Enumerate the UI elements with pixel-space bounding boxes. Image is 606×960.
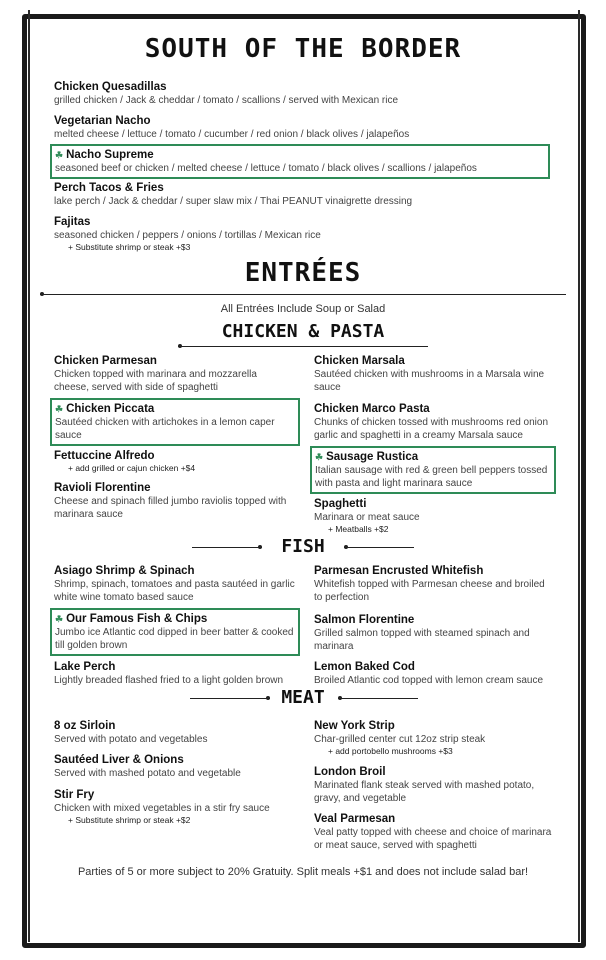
menu-item: [54, 753, 298, 780]
leaf-icon: ☘: [315, 452, 324, 462]
item-name: London Broil: [314, 766, 386, 778]
menu-item: [314, 660, 552, 687]
item-desc: Sautéed chicken with artichokes in a lemon caper sauce: [55, 417, 275, 441]
item-name: Perch Tacos & Fries: [54, 182, 164, 194]
item-name: Chicken Quesadillas: [54, 81, 167, 93]
subsection-title-fish: FISH: [281, 536, 325, 557]
item-desc: Served with mashed potato and vegetable: [54, 768, 241, 779]
item-desc: Char-grilled center cut 12oz strip steak: [314, 734, 486, 745]
item-desc: Chicken with mixed vegetables in a stir fry sauce: [54, 803, 270, 814]
item-name: Veal Parmesan: [314, 813, 396, 825]
leaf-icon: ☘: [55, 614, 64, 624]
menu-item-featured: [310, 446, 556, 494]
item-name: Sausage Rustica: [326, 451, 419, 463]
menu-item: [314, 765, 552, 805]
item-name: Our Famous Fish & Chips: [66, 613, 208, 625]
item-name: Spaghetti: [314, 498, 367, 510]
item-note: + Substitute shrimp or steak +$2: [68, 815, 191, 825]
item-desc: Grilled salmon topped with steamed spinach and marinara: [314, 628, 530, 652]
item-name: Lake Perch: [54, 661, 116, 673]
item-desc: seasoned chicken / peppers / onions / tortillas / Mexican rice: [54, 230, 321, 241]
item-desc: Chunks of chicken tossed with mushrooms red onion garlic and spaghetti in a creamy Marsala sauce: [314, 417, 549, 441]
menu-item: [54, 354, 294, 394]
item-name: Chicken Marco Pasta: [314, 403, 430, 415]
item-name: Vegetarian Nacho: [54, 115, 151, 127]
item-desc: Whitefish topped with Parmesan cheese and broiled to perfection: [314, 579, 545, 603]
menu-item: [54, 788, 298, 826]
menu-item: [314, 613, 552, 653]
divider: [40, 294, 566, 295]
menu-item: [54, 449, 294, 474]
divider-right: [344, 547, 414, 548]
item-note: + Substitute shrimp or steak +$3: [68, 242, 191, 252]
menu-item: [54, 215, 554, 253]
menu-item-featured: [50, 144, 550, 179]
item-desc: Broiled Atlantic cod topped with lemon cream sauce: [314, 675, 544, 686]
item-name: Ravioli Florentine: [54, 482, 151, 494]
divider: [178, 346, 428, 347]
item-desc: Lightly breaded flashed fried to a light golden brown: [54, 675, 284, 686]
item-desc: grilled chicken / Jack & cheddar / tomato / scallions / served with Mexican rice: [54, 95, 399, 106]
menu-item-featured: [50, 608, 300, 656]
menu-item: [314, 497, 552, 535]
leaf-icon: ☘: [55, 150, 64, 160]
menu-item: [314, 402, 552, 442]
item-desc: Shrimp, spinach, tomatoes and pasta sautéed in garlic white wine tomato based sauce: [54, 579, 295, 603]
item-name: Salmon Florentine: [314, 614, 415, 626]
subsection-title-chicken-pasta: CHICKEN & PASTA: [221, 321, 385, 342]
item-name: New York Strip: [314, 720, 395, 732]
item-desc: Marinated flank steak served with mashed potato, gravy, and vegetable: [314, 780, 535, 804]
item-note: + Meatballs +$2: [328, 524, 389, 534]
section-title-entrees: ENTRÉES: [244, 258, 362, 288]
item-name: Asiago Shrimp & Spinach: [54, 565, 195, 577]
item-name: Stir Fry: [54, 789, 95, 801]
item-desc: Cheese and spinach filled jumbo raviolis topped with marinara sauce: [54, 496, 287, 520]
item-desc: seasoned beef or chicken / melted cheese / lettuce / tomato / black olives / scallions / jalapeños: [55, 163, 477, 174]
leaf-icon: ☘: [55, 404, 64, 414]
subsection-title-meat: MEAT: [281, 687, 325, 708]
item-name: Lemon Baked Cod: [314, 661, 415, 673]
menu-item: [54, 114, 554, 141]
item-name: Fajitas: [54, 216, 91, 228]
item-name: Fettuccine Alfredo: [54, 450, 155, 462]
divider-right: [338, 698, 418, 699]
footer-note: Parties of 5 or more subject to 20% Gratuity. Split meals +$1 and does not include salad bar!: [77, 866, 529, 878]
menu-item: [54, 181, 554, 208]
item-desc: Sautéed chicken with mushrooms in a Marsala wine sauce: [314, 369, 545, 393]
divider-left: [190, 698, 270, 699]
item-desc: Chicken topped with marinara and mozzarella cheese, served with side of spaghetti: [54, 369, 257, 393]
menu-item: [314, 354, 552, 394]
menu-item: [54, 80, 554, 107]
divider-left: [192, 547, 262, 548]
menu-item: [54, 564, 298, 604]
item-name: Nacho Supreme: [66, 149, 154, 161]
entree-note: All Entrées Include Soup or Salad: [220, 303, 386, 315]
item-name: Chicken Piccata: [66, 403, 155, 415]
menu-item: [54, 481, 294, 521]
menu-item: [54, 719, 298, 746]
menu-item-featured: [50, 398, 300, 446]
menu-item: [314, 812, 552, 852]
item-desc: Jumbo ice Atlantic cod dipped in beer batter & cooked till golden brown: [55, 627, 294, 651]
item-name: Sautéed Liver & Onions: [54, 754, 184, 766]
item-note: + add grilled or cajun chicken +$4: [68, 463, 196, 473]
item-name: 8 oz Sirloin: [54, 720, 116, 732]
item-note: + add portobello mushrooms +$3: [328, 746, 453, 756]
item-desc: lake perch / Jack & cheddar / super slaw mix / Thai PEANUT vinaigrette dressing: [54, 196, 413, 207]
section-title-south: SOUTH OF THE BORDER: [144, 34, 462, 64]
item-desc: Served with potato and vegetables: [54, 734, 208, 745]
item-desc: Marinara or meat sauce: [314, 512, 420, 523]
item-name: Chicken Parmesan: [54, 355, 157, 367]
item-desc: melted cheese / lettuce / tomato / cucumber / red onion / black olives / jalapeños: [54, 129, 410, 140]
menu-item: [54, 660, 298, 687]
item-name: Parmesan Encrusted Whitefish: [314, 565, 484, 577]
item-name: Chicken Marsala: [314, 355, 405, 367]
menu-item: [314, 719, 552, 757]
item-desc: Italian sausage with red & green bell peppers tossed with pasta and light marinara sauce: [315, 465, 548, 489]
item-desc: Veal patty topped with cheese and choice of marinara or meat sauce, served with spaghetti: [314, 827, 552, 851]
menu-item: [314, 564, 552, 604]
